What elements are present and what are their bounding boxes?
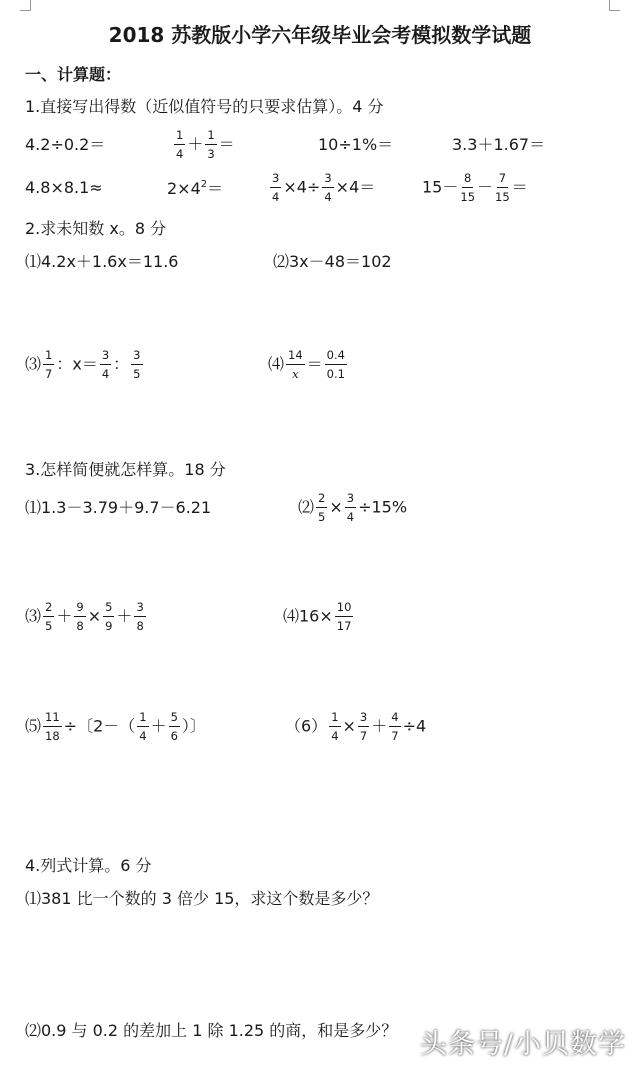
q3-problem-6: （6） $\frac{1}{4}$ × $\frac{3}{7}$ ＋ $\frac{4}{7}$ ÷4 — [285, 710, 427, 744]
q3-problem-2: ⑵ $\frac{2}{5}$ × $\frac{3}{4}$ ÷15% — [298, 491, 408, 525]
section-heading: 一、计算题： — [25, 65, 122, 84]
fraction: $\frac{1}{4}$ — [331, 710, 339, 744]
fraction: $\frac{3}{4}$ — [272, 171, 280, 205]
fraction: $\frac{14}{x}$ — [288, 348, 303, 382]
q1-item-e: 4.8×8.1≈ — [25, 178, 103, 197]
q1-item-d: 3.3＋1.67＝ — [452, 135, 546, 154]
q4-problem-2: ⑵0.9 与 0.2 的差加上 1 除 1.25 的商，和是多少？ — [25, 1021, 398, 1040]
fraction: $\frac{1}{4}$ — [139, 710, 147, 744]
q2-problem-4: ⑷ $\frac{14}{x}$ ＝ $\frac{0.4}{0.1}$ — [268, 348, 345, 382]
q4-heading: 4.列式计算。6 分 — [25, 856, 152, 875]
q1-item-g: $\frac{3}{4}$ ×4÷ $\frac{3}{4}$ ×4＝ — [272, 171, 376, 205]
fraction: $\frac{1}{7}$ — [45, 348, 53, 382]
fraction: $\frac{1}{3}$ — [207, 128, 215, 162]
page-corner-mark-left — [20, 0, 31, 11]
q3-problem-5: ⑸ $\frac{11}{18}$ ÷〔2－（ $\frac{1}{4}$ ＋ $\frac{5}{6}$ ）〕 — [25, 710, 206, 744]
document-title: 2018 苏教版小学六年级毕业会考模拟数学试题 — [108, 23, 532, 47]
q4-problem-1: ⑴381 比一个数的 3 倍少 15，求这个数是多少？ — [25, 889, 379, 908]
q3-heading: 3.怎样简便就怎样算。18 分 — [25, 460, 226, 479]
fraction: $\frac{9}{8}$ — [76, 600, 84, 634]
fraction: $\frac{10}{17}$ — [336, 600, 352, 634]
fraction: $\frac{2}{5}$ — [318, 491, 326, 525]
fraction: $\frac{4}{7}$ — [391, 710, 399, 744]
fraction: $\frac{11}{18}$ — [45, 710, 60, 744]
q2-problem-2: ⑵3x－48＝102 — [273, 252, 392, 271]
watermark: 头条号/小贝数学 — [392, 1022, 626, 1061]
fraction: $\frac{5}{9}$ — [105, 600, 113, 634]
q3-problem-3: ⑶ $\frac{2}{5}$ ＋ $\frac{9}{8}$ × $\frac{5}{9}$ ＋ $\frac{3}{8}$ — [25, 600, 144, 634]
fraction: $\frac{7}{15}$ — [495, 171, 510, 205]
fraction: $\frac{3}{8}$ — [136, 600, 144, 634]
q1-item-b: $\frac{1}{4}$ ＋ $\frac{1}{3}$ ＝ — [176, 128, 235, 162]
fraction: $\frac{5}{6}$ — [170, 710, 178, 744]
page-corner-mark-right — [609, 0, 620, 11]
fraction: $\frac{3}{5}$ — [133, 348, 141, 382]
q1-heading: 1.直接写出得数（近似值符号的只要求估算）。4 分 — [25, 97, 384, 116]
fraction: $\frac{3}{4}$ — [101, 348, 110, 382]
q3-problem-4: ⑷16× $\frac{10}{17}$ — [283, 600, 352, 634]
watermark-logo-icon — [392, 1034, 414, 1056]
q1-item-c: 10÷1%＝ — [318, 135, 394, 154]
q2-heading: 2.求未知数 x。8 分 — [25, 219, 167, 238]
fraction: $\frac{8}{15}$ — [460, 171, 476, 205]
q1-item-f: $2\times 4^2=$ — [167, 179, 224, 198]
fraction: $\frac{3}{7}$ — [359, 710, 368, 744]
fraction: $\frac{1}{4}$ — [176, 128, 184, 162]
q2-problem-1: ⑴4.2x＋1.6x＝11.6 — [25, 252, 179, 271]
q1-item-a: 4.2÷0.2＝ — [25, 135, 106, 154]
q3-problem-1: ⑴1.3－3.79＋9.7－6.21 — [25, 498, 212, 517]
fraction: $\frac{3}{4}$ — [346, 491, 355, 525]
q1-item-h: 15－ $\frac{8}{15}$ － $\frac{7}{15}$ ＝ — [422, 171, 528, 205]
fraction: $\frac{0.4}{0.1}$ — [326, 348, 345, 382]
q2-problem-3: ⑶ $\frac{1}{7}$ ：x＝ $\frac{3}{4}$ ： $\frac{3}{5}$ — [25, 348, 141, 382]
fraction: $\frac{3}{4}$ — [324, 171, 332, 205]
fraction: $\frac{2}{5}$ — [45, 600, 53, 634]
